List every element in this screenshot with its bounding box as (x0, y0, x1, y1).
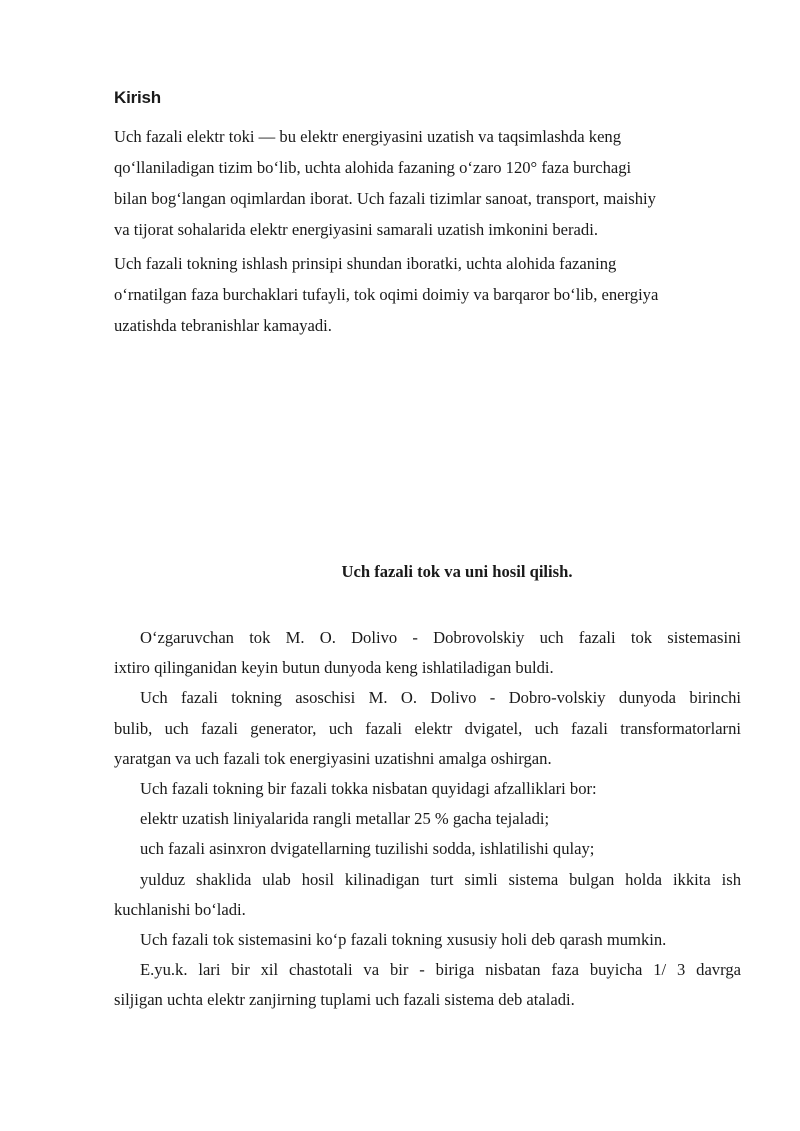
text-line: yulduz shaklida ulab hosil kilinadigan turt simli sistema bulgan holda ikkita ish (140, 869, 741, 889)
intro-paragraph (114, 121, 754, 245)
text-line: qo‘llaniladigan tizim bo‘lib, uchta alohida fazaning o‘zaro 120° faza burchagi (114, 158, 632, 177)
text-line: elektr uzatish liniyalarida rangli metallar 25 % gacha tejaladi; (140, 809, 550, 829)
text-line: Uch fazali elektr toki — bu elektr energiyasini uzatish va taqsimlashda keng (114, 127, 622, 146)
text-line: Uch fazali tokning asoschisi M. O. Dolivo - Dobro-volskiy dunyoda birinchi (140, 688, 741, 708)
text-line: O‘zgaruvchan tok M. O. Dolivo - Dobrovolskiy uch fazali tok sistemasini (140, 628, 741, 647)
text-line: Uch fazali tok sistemasini ko‘p fazali tokning xususiy holi deb qarash mumkin. (140, 930, 667, 950)
text-line: yaratgan va uch fazali tok energiyasini uzatishni amalga oshirgan. (114, 748, 552, 768)
text-line: o‘rnatilgan faza burchaklari tufayli, tok oqimi doimiy va barqaror bo‘lib, energiya (114, 285, 659, 304)
text-line: uch fazali asinxron dvigatellarning tuzilishi sodda, ishlatilishi qulay; (140, 839, 595, 859)
intro-paragraph (114, 248, 754, 341)
intro-section (114, 121, 754, 341)
text-line: E.yu.k. lari bir xil chastotali va bir - biriga nisbatan faza buyicha 1/ 3 davrga (140, 960, 741, 980)
text-line: kuchlanishi bo‘ladi. (114, 899, 246, 919)
body-section (114, 623, 741, 1016)
text-line: siljigan uchta elektr zanjirning tuplami uch fazali sistema deb ataladi. (114, 990, 575, 1010)
text-line: uzatishda tebranishlar kamayadi. (114, 316, 332, 335)
text-line: Uch fazali tokning bir fazali tokka nisbatan quyidagi afzalliklari bor: (140, 779, 597, 799)
text-line: va tijorat sohalarida elektr energiyasini samarali uzatish imkonini beradi. (114, 220, 598, 239)
page-heading: Kirish (114, 88, 161, 107)
text-line: bilan bog‘langan oqimlardan iborat. Uch fazali tizimlar sanoat, transport, maishiy (114, 189, 656, 208)
text-line: ixtiro qilinganidan keyin butun dunyoda keng ishlatiladigan buldi. (114, 658, 554, 678)
section-title: Uch fazali tok va uni hosil qilish. (341, 562, 573, 581)
text-line: Uch fazali tokning ishlash prinsipi shundan iboratki, uchta alohida fazaning (114, 254, 617, 273)
text-line: bulib, uch fazali generator, uch fazali elektr dvigatel, uch fazali transformatorlarni (114, 718, 741, 738)
